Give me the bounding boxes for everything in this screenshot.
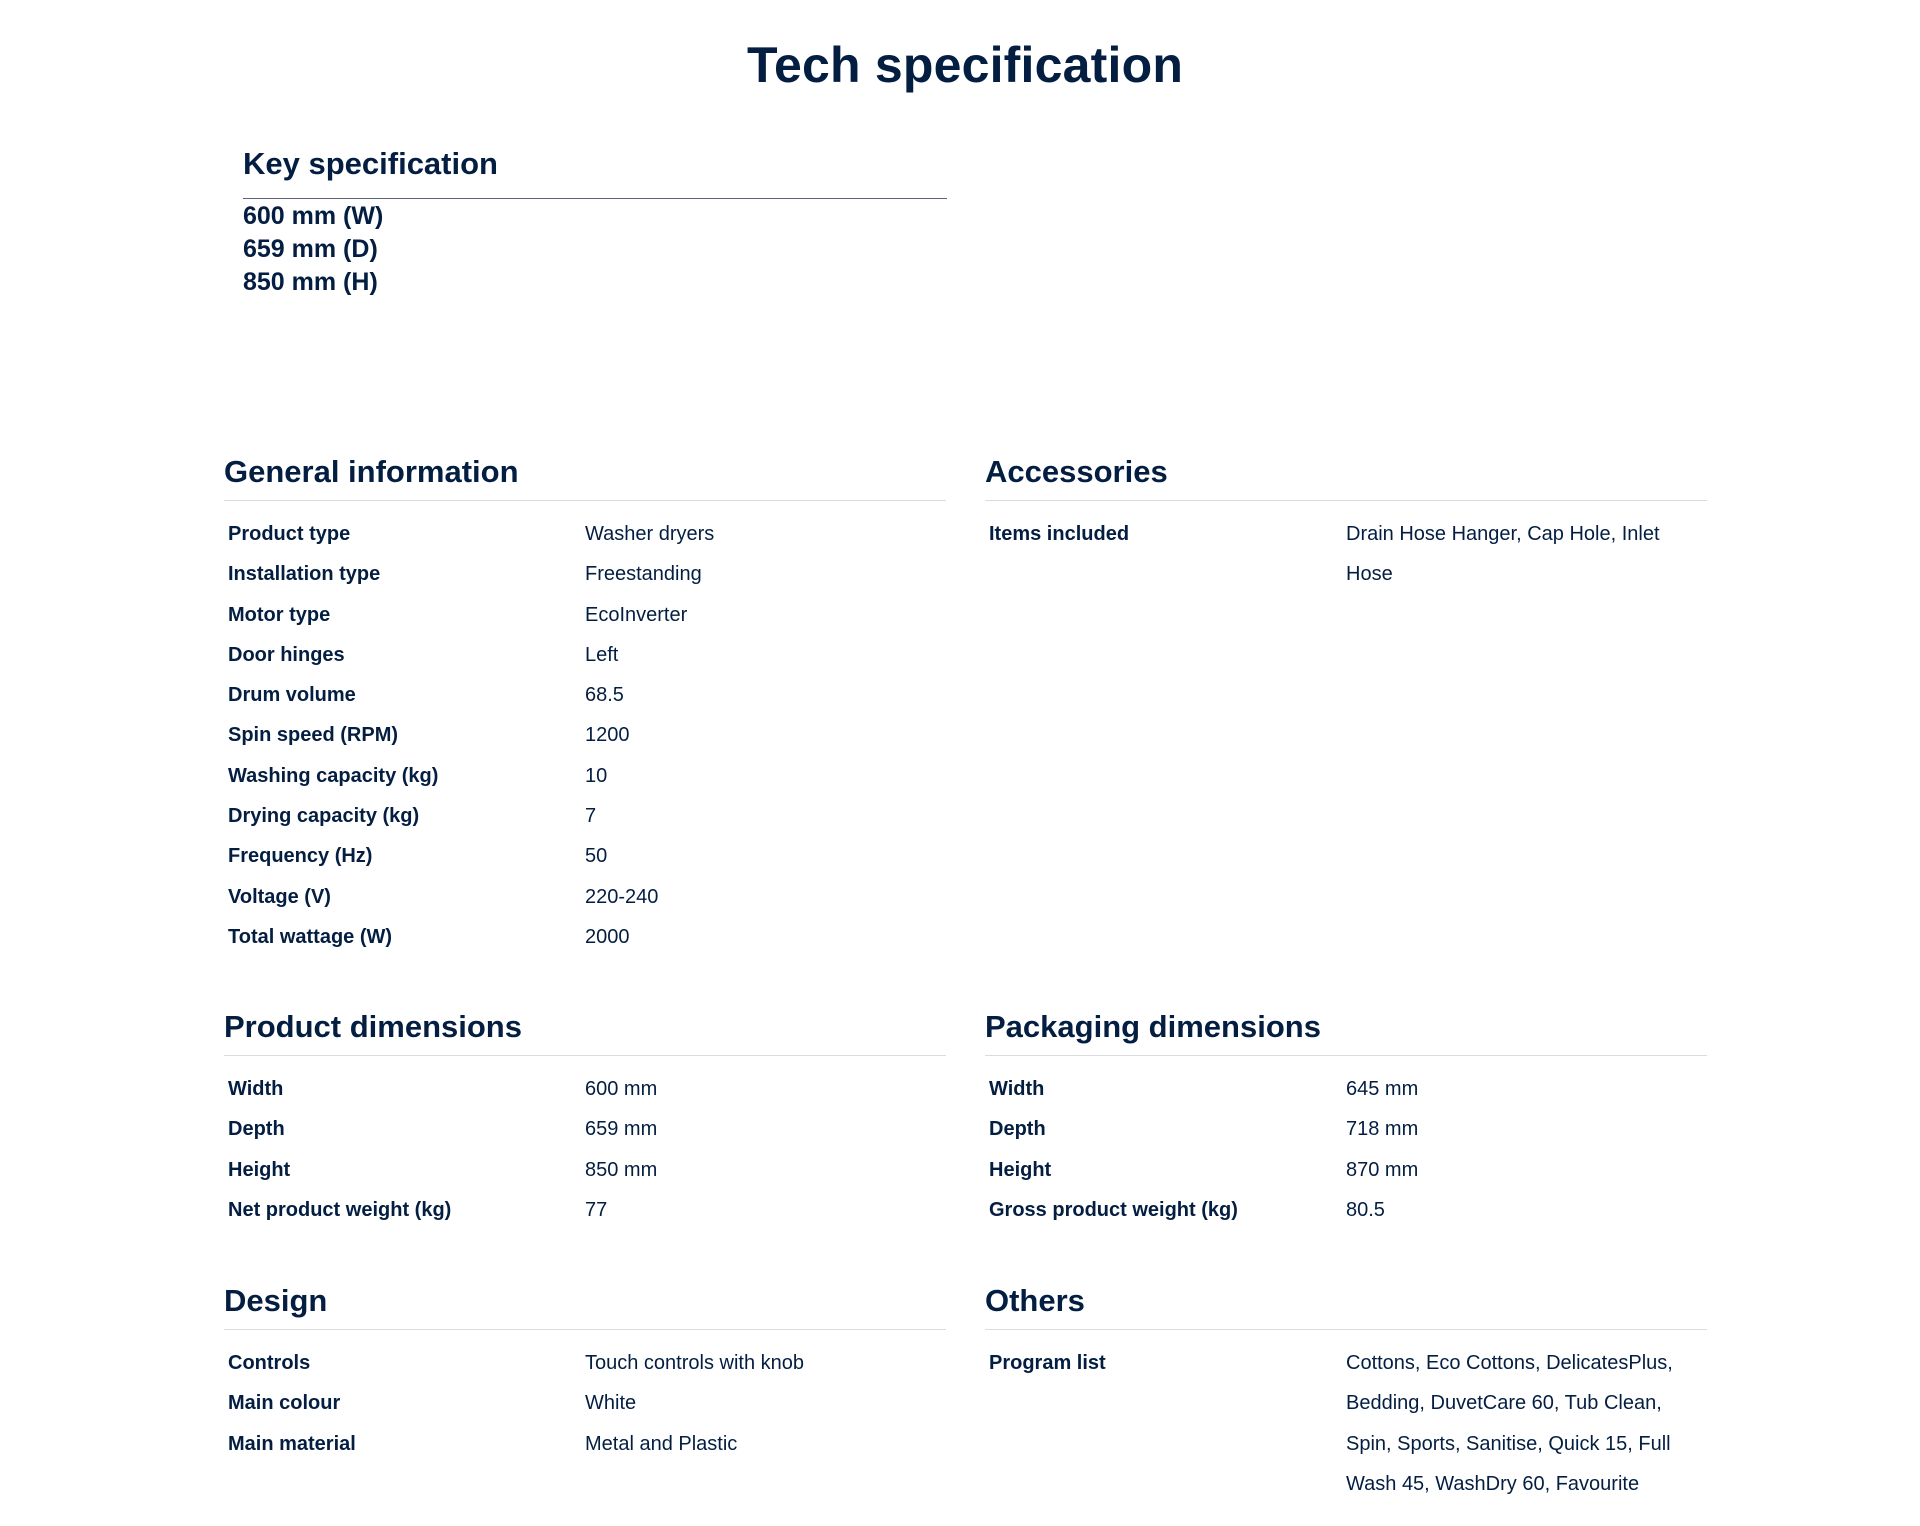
section-heading: Packaging dimensions [985,1005,1707,1056]
accessories-section [985,450,1707,595]
spec-value: 220-240 [585,885,659,908]
spec-row [985,1109,1707,1149]
spec-value: 2000 [585,925,630,948]
spec-value: 68.5 [585,684,624,707]
spec-value: Left [585,643,619,666]
others-section [985,1279,1707,1504]
spec-label: Drying capacity (kg) [228,805,420,828]
spec-row [224,1069,946,1109]
spec-value: 850 mm [585,1158,658,1181]
spec-value: 870 mm [1346,1158,1419,1181]
spec-label: Drum volume [228,684,356,707]
section-heading: Accessories [985,450,1707,501]
spec-label: Total wattage (W) [228,925,393,948]
spec-value: Cottons, Eco Cottons, DelicatesPlus, Bedding, DuvetCare 60, Tub Clean, Spin, Sports, Sanitise, Quick 15, Full Wash 45, WashDry 60, Favourite [1346,1352,1673,1495]
spec-row [224,675,946,715]
spec-value: Drain Hose Hanger, Cap Hole, Inlet Hose [1346,523,1660,586]
spec-row [985,1343,1707,1504]
spec-row [224,1383,946,1423]
spec-row [224,756,946,796]
spec-row [224,1109,946,1149]
spec-label: Depth [228,1118,285,1141]
spec-label: Items included [989,523,1130,545]
key-dimension-width: 600 mm (W) [243,202,384,230]
spec-value: 718 mm [1346,1118,1419,1141]
spec-value: Freestanding [585,563,702,586]
spec-row [224,1343,946,1383]
spec-value: 77 [585,1198,608,1221]
spec-row [224,554,946,594]
spec-value: 10 [585,764,608,787]
spec-row [985,1150,1707,1190]
spec-value: 659 mm [585,1118,658,1141]
key-specification [243,140,947,299]
spec-label: Controls [228,1352,311,1374]
section-heading: Product dimensions [224,1005,946,1056]
key-dimension-depth: 659 mm (D) [243,235,378,263]
spec-label: Voltage (V) [228,885,331,908]
spec-value: Metal and Plastic [585,1432,738,1455]
spec-label: Gross product weight (kg) [989,1198,1238,1221]
spec-label: Frequency (Hz) [228,845,373,868]
spec-row [224,877,946,917]
key-dimensions [243,200,947,299]
spec-row [224,635,946,675]
spec-label: Installation type [228,563,381,586]
spec-label: Product type [228,523,351,545]
spec-row [224,514,946,554]
spec-row [224,917,946,957]
spec-rows [224,514,946,957]
spec-row [224,796,946,836]
spec-row [224,836,946,876]
product-dimensions-section [224,1005,946,1230]
spec-row [224,595,946,635]
spec-label: Door hinges [228,643,345,666]
spec-value: 1200 [585,724,630,747]
spec-label: Width [989,1078,1045,1100]
spec-row [224,1424,946,1464]
design-section [224,1279,946,1464]
spec-label: Width [228,1078,284,1100]
general-information-section [224,450,946,957]
spec-row [224,1150,946,1190]
section-heading: Design [224,1279,946,1330]
page-title: Tech specification [746,37,1184,93]
key-dimension-height: 850 mm (H) [243,268,378,296]
spec-value: Touch controls with knob [585,1352,805,1374]
spec-label: Program list [989,1352,1106,1374]
spec-label: Depth [989,1118,1046,1141]
section-heading: Others [985,1279,1707,1330]
spec-rows [985,1343,1707,1504]
spec-rows [985,514,1707,595]
spec-label: Height [228,1158,291,1181]
spec-rows [224,1343,946,1464]
spec-row [985,514,1707,595]
spec-label: Net product weight (kg) [228,1198,452,1221]
spec-value: 50 [585,845,608,868]
spec-label: Main material [228,1432,356,1455]
spec-value: 80.5 [1346,1198,1385,1221]
spec-row [224,715,946,755]
section-heading: General information [224,450,946,501]
spec-rows [224,1069,946,1230]
spec-label: Spin speed (RPM) [228,724,399,747]
key-specification-heading: Key specification [243,140,947,199]
spec-label: Height [989,1158,1052,1181]
spec-label: Main colour [228,1392,341,1415]
spec-row [985,1069,1707,1109]
spec-value: EcoInverter [585,603,688,626]
spec-value: Washer dryers [585,523,715,545]
spec-label: Motor type [228,603,331,626]
spec-row [985,1190,1707,1230]
spec-value: 600 mm [585,1078,658,1100]
packaging-dimensions-section [985,1005,1707,1230]
spec-value: 7 [585,805,597,828]
spec-label: Washing capacity (kg) [228,764,439,787]
spec-value: White [585,1392,637,1415]
spec-row [224,1190,946,1230]
spec-rows [985,1069,1707,1230]
spec-value: 645 mm [1346,1078,1419,1100]
